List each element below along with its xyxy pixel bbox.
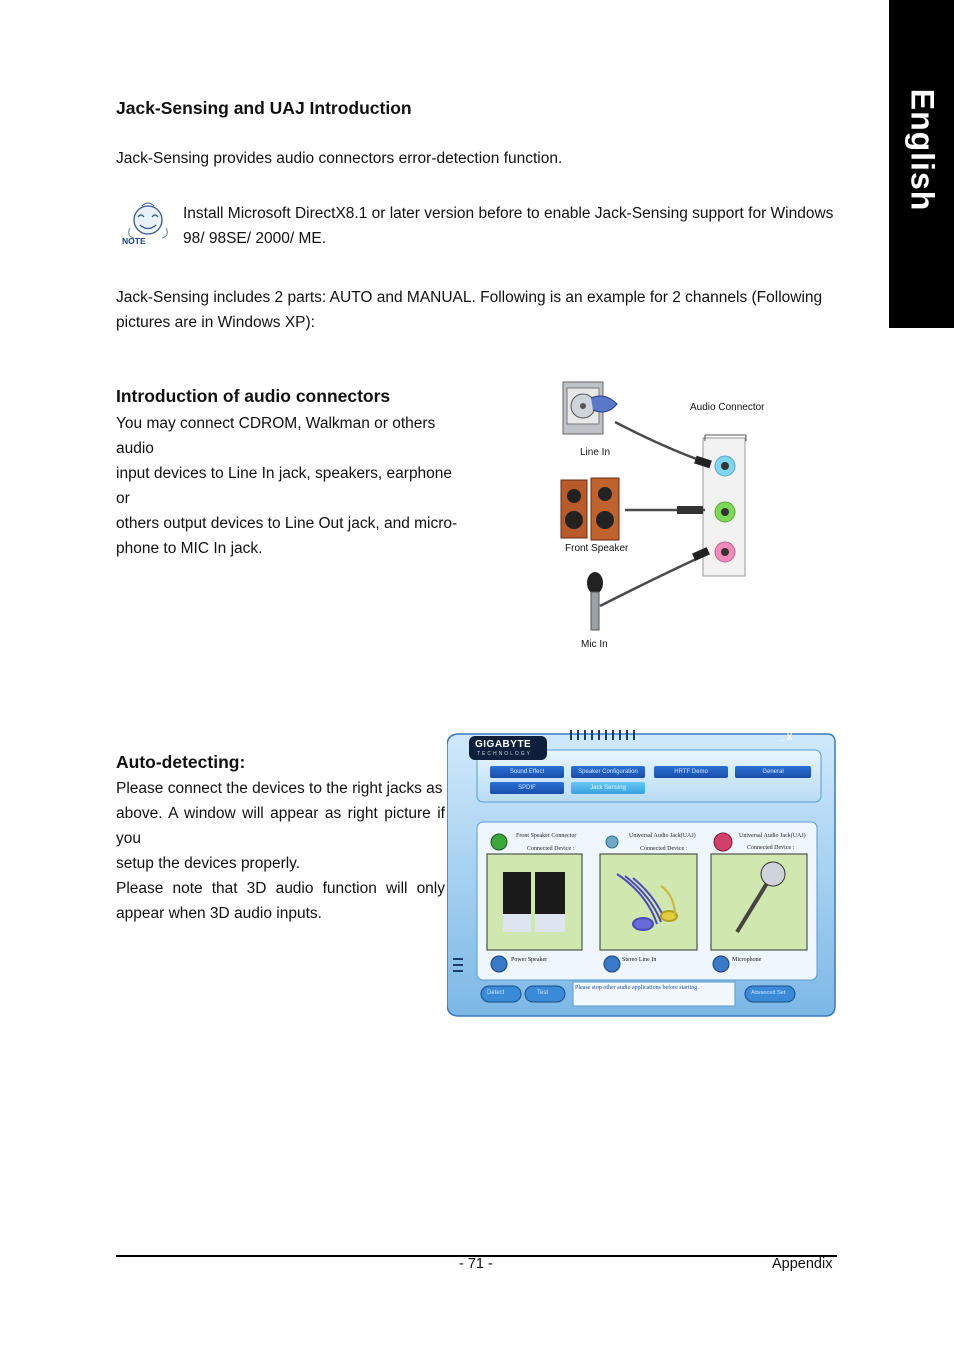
device-stereo-line-in: Stereo Line In <box>622 957 657 963</box>
speaker-icon <box>561 478 619 540</box>
note-text-line1: Install Microsoft DirectX8.1 or later version before to enable Jack-Sensing support for Windows <box>183 205 834 222</box>
device-microphone: Microphone <box>732 957 762 963</box>
tab-spdif[interactable]: SPDIF <box>490 782 564 794</box>
section-title-audio-connectors: Introduction of audio connectors <box>116 386 391 406</box>
connectors-line: input devices to Line In jack, speakers, earphone or <box>116 465 453 507</box>
tab-hrtf-demo[interactable]: HRTF Demo <box>654 766 728 778</box>
status-message: Please stop other audio applications before starting. <box>575 985 699 991</box>
tab-sound-effect[interactable]: Sound Effect <box>490 766 564 778</box>
panel-connected-front: Connected Device : <box>527 846 575 852</box>
language-tab <box>889 0 954 328</box>
section-title-auto-detecting: Auto-detecting: <box>116 752 246 772</box>
connectors-line: You may connect CDROM, Walkman or others audio <box>116 415 436 457</box>
walkman-icon <box>563 382 617 434</box>
note-icon <box>118 200 178 250</box>
intro-text: Jack-Sensing provides audio connectors error-detection function. <box>116 150 563 167</box>
panel-title-uaj-2: Universal Audio Jack(UAJ) <box>739 833 806 839</box>
auto-line: Please connect the devices to the right jacks as <box>116 780 443 797</box>
device-power-speaker: Power Speaker <box>511 957 548 963</box>
auto-line: Please note that 3D audio function will only <box>116 880 445 897</box>
panel-connected-uaj-1: Connected Device : <box>640 846 688 852</box>
footer-section: Appendix <box>772 1256 833 1272</box>
jack-sensing-app-window <box>447 726 837 1018</box>
note-label: NOTE <box>122 236 146 246</box>
note-text-line2: 98/ 98SE/ 2000/ ME. <box>183 230 327 247</box>
auto-detecting-text <box>116 776 445 926</box>
line-in-jack <box>715 456 735 476</box>
mic-in-label: Mic In <box>581 639 608 650</box>
panel-connected-uaj-2: Connected Device : <box>747 845 795 851</box>
audio-connectors-text <box>116 411 470 561</box>
panel-title-front: Front Speaker Connector <box>516 833 577 839</box>
connectors-line: others output devices to Line Out jack, and micro- <box>116 515 458 532</box>
microphone-icon <box>587 572 603 630</box>
auto-line: appear when 3D audio inputs. <box>116 905 322 922</box>
gigabyte-logo-sub: TECHNOLOGY <box>477 751 533 757</box>
mic-in-jack <box>715 542 735 562</box>
connectors-line: phone to MIC In jack. <box>116 540 263 557</box>
audio-connector-label: Audio Connector <box>690 402 765 413</box>
auto-line: above. A window will appear as right picture if you <box>116 805 445 847</box>
front-speaker-label: Front Speaker <box>565 543 629 554</box>
tab-speaker-configuration[interactable]: Speaker Configuration <box>571 766 645 778</box>
tab-jack-sensing[interactable]: Jack Sensing <box>571 782 645 794</box>
line-in-label: Line In <box>580 447 611 458</box>
test-button[interactable]: Test <box>537 990 549 996</box>
tab-general[interactable]: General <box>735 766 811 778</box>
audio-connector-diagram <box>555 378 770 653</box>
window-controls[interactable]: _ X <box>779 732 793 742</box>
auto-line: setup the devices properly. <box>116 855 301 872</box>
parts-text-line2: pictures are in Windows XP): <box>116 314 315 331</box>
panel-title-uaj-1: Universal Audio Jack(UAJ) <box>629 833 696 839</box>
detect-button[interactable]: Detect <box>487 990 505 996</box>
section-title-jack-sensing: Jack-Sensing and UAJ Introduction <box>116 98 412 118</box>
advanced-set-button[interactable]: Advanced Set <box>751 990 786 996</box>
gigabyte-logo: GIGABYTE <box>475 739 532 750</box>
language-tab-label: English <box>904 88 940 212</box>
page-number: - 71 - <box>459 1256 493 1272</box>
parts-text-line1: Jack-Sensing includes 2 parts: AUTO and MANUAL. Following is an example for 2 channels (Following <box>116 289 823 306</box>
line-out-jack <box>715 502 735 522</box>
